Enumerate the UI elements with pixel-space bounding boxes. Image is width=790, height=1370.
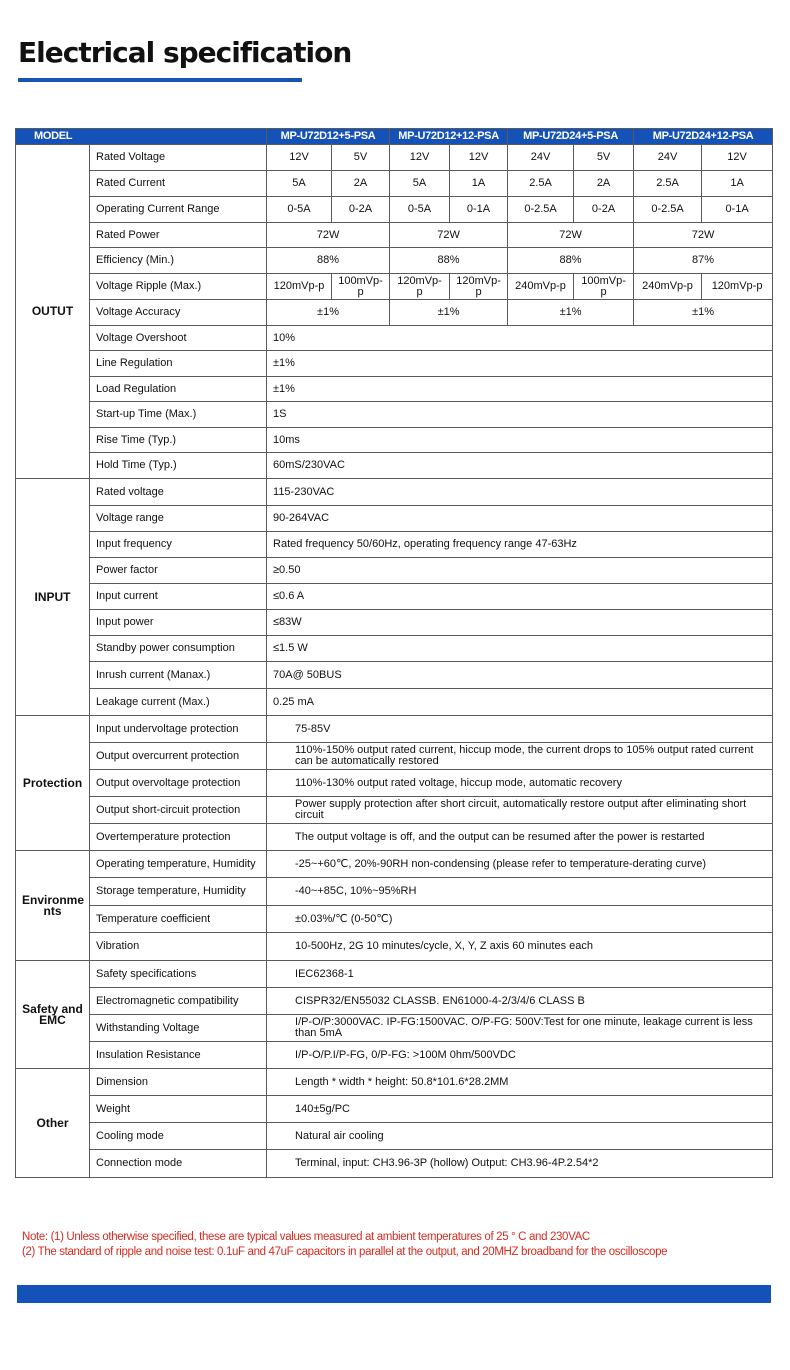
- param-label: Safety specifications: [90, 961, 267, 988]
- value-cell: 120mVp-p: [450, 274, 508, 300]
- table-row: [16, 636, 773, 662]
- table-row: [16, 851, 773, 878]
- table-row: [16, 558, 773, 584]
- note-line-2: (2) The standard of ripple and noise test: 0.1uF and 47uF capacitors in parallel at the output, and 20MHZ broadband for the oscilloscope: [22, 1246, 668, 1258]
- value-cell: 1A: [702, 171, 773, 197]
- section-output: OUTUT: [16, 145, 90, 479]
- table-row: [16, 223, 773, 248]
- param-label: Withstanding Voltage: [90, 1015, 267, 1042]
- table-row: [16, 689, 773, 716]
- title-underline: [18, 78, 302, 82]
- value-cell: 72W: [508, 223, 634, 248]
- table-row: [16, 300, 773, 326]
- value-cell: 115-230VAC: [267, 479, 773, 506]
- value-cell: 1A: [450, 171, 508, 197]
- value-cell: 0-1A: [450, 197, 508, 223]
- value-cell: ≤83W: [267, 610, 773, 636]
- value-cell: ≤0.6 A: [267, 584, 773, 610]
- value-cell: 100mVp-p: [574, 274, 634, 300]
- value-cell: 5V: [332, 145, 390, 171]
- section-environments: Environme nts: [16, 851, 90, 961]
- table-row: [16, 743, 773, 770]
- footer-bar: [17, 1285, 771, 1303]
- value-cell: 90-264VAC: [267, 506, 773, 532]
- table-row: [16, 662, 773, 689]
- value-cell: 24V: [634, 145, 702, 171]
- param-label: Electromagnetic compatibility: [90, 988, 267, 1015]
- spec-table: [15, 128, 773, 1178]
- value-cell: Power supply protection after short circuit, automatically restore output after eliminating short circuit: [267, 797, 773, 824]
- param-label: Rise Time (Typ.): [90, 428, 267, 453]
- table-row: [16, 506, 773, 532]
- table-row: [16, 584, 773, 610]
- value-cell: 75-85V: [267, 716, 773, 743]
- value-cell: 12V: [702, 145, 773, 171]
- param-label: Inrush current (Manax.): [90, 662, 267, 689]
- value-cell: 0-5A: [267, 197, 332, 223]
- value-cell: 5A: [267, 171, 332, 197]
- value-cell: 1S: [267, 402, 773, 428]
- table-row: [16, 351, 773, 377]
- table-row: [16, 878, 773, 906]
- value-cell: 12V: [390, 145, 450, 171]
- table-row: [16, 479, 773, 506]
- table-row: [16, 274, 773, 300]
- table-row: [16, 1150, 773, 1178]
- table-row: [16, 610, 773, 636]
- section-other: Other: [16, 1069, 90, 1178]
- value-cell: 0-2A: [332, 197, 390, 223]
- param-label: Rated Power: [90, 223, 267, 248]
- value-cell: ±1%: [267, 300, 390, 326]
- param-label: Storage temperature, Humidity: [90, 878, 267, 906]
- value-cell: 0.25 mA: [267, 689, 773, 716]
- model-header-3: MP-U72D24+5-PSA: [508, 129, 634, 145]
- table-row: [16, 532, 773, 558]
- value-cell: IEC62368-1: [267, 961, 773, 988]
- value-cell: 0-5A: [390, 197, 450, 223]
- table-row: [16, 716, 773, 743]
- param-label: Voltage Overshoot: [90, 326, 267, 351]
- param-label: Voltage Accuracy: [90, 300, 267, 326]
- param-label: Line Regulation: [90, 351, 267, 377]
- table-row: [16, 988, 773, 1015]
- table-row: [16, 1069, 773, 1096]
- param-label: Output short-circuit protection: [90, 797, 267, 824]
- param-label: Input current: [90, 584, 267, 610]
- value-cell: ±1%: [267, 351, 773, 377]
- value-cell: 0-2A: [574, 197, 634, 223]
- value-cell: 72W: [634, 223, 773, 248]
- value-cell: 72W: [390, 223, 508, 248]
- value-cell: -40~+85C, 10%~95%RH: [267, 878, 773, 906]
- value-cell: 12V: [267, 145, 332, 171]
- value-cell: ±1%: [390, 300, 508, 326]
- table-row: [16, 770, 773, 797]
- param-label: Connection mode: [90, 1150, 267, 1178]
- param-label: Hold Time (Typ.): [90, 453, 267, 479]
- value-cell: 60mS/230VAC: [267, 453, 773, 479]
- table-row: [16, 402, 773, 428]
- value-cell: 5A: [390, 171, 450, 197]
- value-cell: I/P-O/P:3000VAC. IP-FG:1500VAC. O/P-FG: 500V:Test for one minute, leakage current is less than 5mA: [267, 1015, 773, 1042]
- value-cell: 120mVp-p: [267, 274, 332, 300]
- value-cell: 10%: [267, 326, 773, 351]
- value-cell: ≤1.5 W: [267, 636, 773, 662]
- table-row: [16, 961, 773, 988]
- table-row: [16, 933, 773, 961]
- section-input: INPUT: [16, 479, 90, 716]
- value-cell: ±1%: [634, 300, 773, 326]
- value-cell: The output voltage is off, and the output can be resumed after the power is restarted: [267, 824, 773, 851]
- value-cell: 88%: [267, 248, 390, 274]
- table-row: [16, 326, 773, 351]
- value-cell: 2.5A: [634, 171, 702, 197]
- param-label: Start-up Time (Max.): [90, 402, 267, 428]
- value-cell: Natural air cooling: [267, 1123, 773, 1150]
- param-label: Output overcurrent protection: [90, 743, 267, 770]
- table-row: [16, 428, 773, 453]
- param-label: Voltage range: [90, 506, 267, 532]
- param-label: Insulation Resistance: [90, 1042, 267, 1069]
- value-cell: 5V: [574, 145, 634, 171]
- table-row: [16, 197, 773, 223]
- table-row: [16, 171, 773, 197]
- table-row: [16, 1015, 773, 1042]
- value-cell: 2A: [574, 171, 634, 197]
- model-header-4: MP-U72D24+12-PSA: [634, 129, 773, 145]
- table-row: [16, 1042, 773, 1069]
- model-header: MODEL: [16, 129, 267, 145]
- param-label: Voltage Ripple (Max.): [90, 274, 267, 300]
- value-cell: 240mVp-p: [508, 274, 574, 300]
- param-label: Dimension: [90, 1069, 267, 1096]
- table-header-row: [16, 129, 773, 145]
- value-cell: 2.5A: [508, 171, 574, 197]
- table-row: [16, 906, 773, 933]
- value-cell: 12V: [450, 145, 508, 171]
- param-label: Power factor: [90, 558, 267, 584]
- table-row: [16, 248, 773, 274]
- value-cell: 87%: [634, 248, 773, 274]
- param-label: Leakage current (Max.): [90, 689, 267, 716]
- value-cell: ±0.03%/℃ (0-50℃): [267, 906, 773, 933]
- value-cell: ≥0.50: [267, 558, 773, 584]
- value-cell: Length * width * height: 50.8*101.6*28.2MM: [267, 1069, 773, 1096]
- value-cell: 110%-130% output rated voltage, hiccup mode, automatic recovery: [267, 770, 773, 797]
- value-cell: 240mVp-p: [634, 274, 702, 300]
- param-label: Operating Current Range: [90, 197, 267, 223]
- param-label: Input frequency: [90, 532, 267, 558]
- value-cell: 100mVp-p: [332, 274, 390, 300]
- param-label: Rated Current: [90, 171, 267, 197]
- param-label: Efficiency (Min.): [90, 248, 267, 274]
- table-row: [16, 377, 773, 402]
- param-label: Vibration: [90, 933, 267, 961]
- model-header-2: MP-U72D12+12-PSA: [390, 129, 508, 145]
- value-cell: Terminal, input: CH3.96-3P (hollow) Output: CH3.96-4P.2.54*2: [267, 1150, 773, 1178]
- value-cell: 24V: [508, 145, 574, 171]
- value-cell: 10-500Hz, 2G 10 minutes/cycle, X, Y, Z axis 60 minutes each: [267, 933, 773, 961]
- param-label: Output overvoltage protection: [90, 770, 267, 797]
- model-header-1: MP-U72D12+5-PSA: [267, 129, 390, 145]
- param-label: Temperature coefficient: [90, 906, 267, 933]
- param-label: Input undervoltage protection: [90, 716, 267, 743]
- param-label: Rated voltage: [90, 479, 267, 506]
- page-title: Electrical specification: [18, 36, 352, 69]
- table-row: [16, 797, 773, 824]
- value-cell: ±1%: [267, 377, 773, 402]
- value-cell: Rated frequency 50/60Hz, operating frequency range 47-63Hz: [267, 532, 773, 558]
- value-cell: I/P-O/P.I/P-FG, 0/P-FG: >100M 0hm/500VDC: [267, 1042, 773, 1069]
- value-cell: -25~+60℃, 20%-90RH non-condensing (please refer to temperature-derating curve): [267, 851, 773, 878]
- table-row: [16, 453, 773, 479]
- value-cell: 2A: [332, 171, 390, 197]
- table-row: [16, 145, 773, 171]
- value-cell: 10ms: [267, 428, 773, 453]
- param-label: Standby power consumption: [90, 636, 267, 662]
- value-cell: CISPR32/EN55032 CLASSB. EN61000-4-2/3/4/6 CLASS B: [267, 988, 773, 1015]
- value-cell: 88%: [390, 248, 508, 274]
- param-label: Rated Voltage: [90, 145, 267, 171]
- param-label: Cooling mode: [90, 1123, 267, 1150]
- value-cell: 0-2.5A: [508, 197, 574, 223]
- table-row: [16, 1123, 773, 1150]
- param-label: Load Regulation: [90, 377, 267, 402]
- param-label: Input power: [90, 610, 267, 636]
- value-cell: 140±5g/PC: [267, 1096, 773, 1123]
- param-label: Weight: [90, 1096, 267, 1123]
- value-cell: 110%-150% output rated current, hiccup mode, the current drops to 105% output rated current can be automatically restored: [267, 743, 773, 770]
- note-line-1: Note: (1) Unless otherwise specified, these are typical values measured at ambient temperatures of 25 ° C and 230VAC: [22, 1231, 590, 1243]
- param-label: Operating temperature, Humidity: [90, 851, 267, 878]
- value-cell: 120mVp-p: [390, 274, 450, 300]
- table-row: [16, 1096, 773, 1123]
- value-cell: 88%: [508, 248, 634, 274]
- value-cell: 72W: [267, 223, 390, 248]
- section-safety-emc: Safety and EMC: [16, 961, 90, 1069]
- value-cell: ±1%: [508, 300, 634, 326]
- value-cell: 0-2.5A: [634, 197, 702, 223]
- value-cell: 120mVp-p: [702, 274, 773, 300]
- param-label: Overtemperature protection: [90, 824, 267, 851]
- value-cell: 70A@ 50BUS: [267, 662, 773, 689]
- table-row: [16, 824, 773, 851]
- value-cell: 0-1A: [702, 197, 773, 223]
- section-protection: Protection: [16, 716, 90, 851]
